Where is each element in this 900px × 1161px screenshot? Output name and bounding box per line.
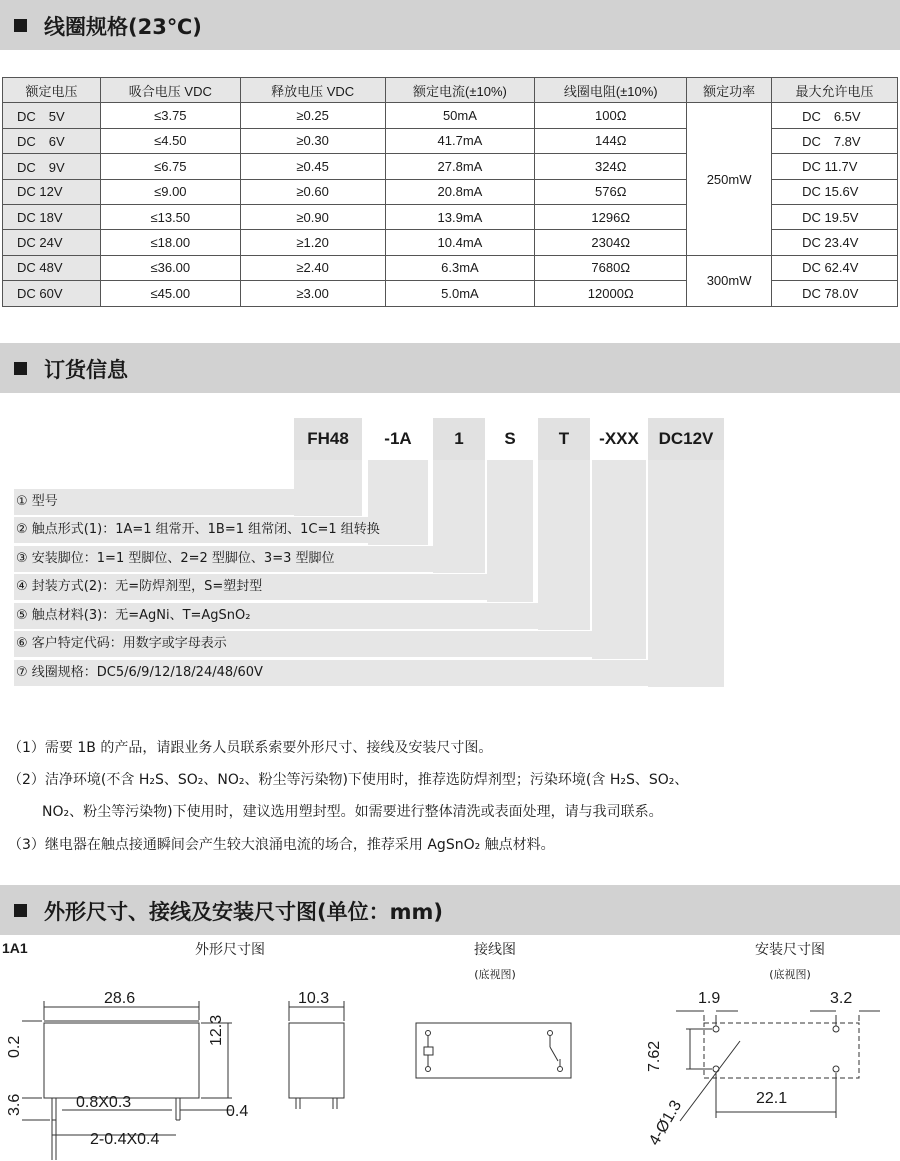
cell-current: 10.4mA (385, 230, 535, 255)
cell-release: ≥0.30 (240, 128, 385, 153)
coil-spec-title: 线圈规格(23℃) (44, 15, 202, 39)
cell-resistance: 100Ω (535, 103, 687, 128)
coil-symbol-icon (424, 1047, 433, 1055)
cell-max: DC 19.5V (772, 204, 898, 229)
cell-release: ≥0.60 (240, 179, 385, 204)
table-row (3, 103, 898, 128)
cell-pickup: ≤18.00 (100, 230, 240, 255)
order-info-title: 订货信息 (44, 358, 128, 382)
cell-release: ≥0.25 (240, 103, 385, 128)
table-row (3, 255, 898, 280)
cell-max: DC 7.8V (772, 128, 898, 153)
mount-caption: 安装尺寸图 (755, 942, 825, 958)
dimension-header (0, 885, 900, 935)
code-model: FH48 (294, 418, 362, 460)
code-contact-form: -1A (384, 429, 412, 448)
cell-current: 13.9mA (385, 204, 535, 229)
dim-pin-thickness: 0.4 (226, 1103, 249, 1120)
cell-pickup: ≤9.00 (100, 179, 240, 204)
cell-voltage: DC 60V (3, 281, 101, 306)
cell-current: 6.3mA (385, 255, 535, 280)
coil-spec-table (2, 77, 898, 307)
cell-pickup: ≤4.50 (100, 128, 240, 153)
mount-dim-2: 3.2 (830, 990, 853, 1007)
cell-pickup: ≤45.00 (100, 281, 240, 306)
contact-switch-icon (550, 1047, 558, 1061)
square-bullet-icon (14, 19, 27, 32)
header-rated-current: 额定电流(±10%) (385, 78, 535, 103)
dim-pin-spec: 2-0.4X0.4 (90, 1131, 160, 1148)
coil-spec-header (0, 0, 900, 50)
connector-7 (648, 460, 724, 687)
order-item-pin-type: ③ 安装脚位：1=1 型脚位、2=2 型脚位、3=3 型脚位 (14, 546, 485, 572)
cell-release: ≥2.40 (240, 255, 385, 280)
cell-voltage: DC 24V (3, 230, 101, 255)
table-header-row (3, 78, 898, 103)
header-release-voltage: 释放电压 VDC (240, 78, 385, 103)
order-item-coil-spec: ⑦ 线圈规格：DC5/6/9/12/18/24/48/60V (14, 660, 724, 686)
dim-length: 28.6 (104, 990, 136, 1007)
cell-voltage: DC 12V (3, 179, 101, 204)
cell-current: 27.8mA (385, 154, 535, 179)
cell-resistance: 12000Ω (535, 281, 687, 306)
mount-outline (704, 1023, 859, 1078)
cell-max: DC 62.4V (772, 255, 898, 280)
dim-height: 12.3 (208, 1014, 225, 1046)
cell-pickup: ≤3.75 (100, 103, 240, 128)
cell-current: 50mA (385, 103, 535, 128)
note-2-cont: NO₂、粉尘等污染物)下使用时，建议选用塑封型。如需要进行整体清洗或表面处理，请与我司联系。 (42, 804, 663, 820)
note-1: （1）需要 1B 的产品，请跟业务人员联系索要外形尺寸、接线及安装尺寸图。 (8, 740, 493, 756)
code-pin-type: 1 (433, 418, 485, 460)
wiring-subcaption: (底视图) (474, 968, 516, 981)
cell-voltage: DC 5V (3, 103, 101, 128)
cell-voltage: DC 48V (3, 255, 101, 280)
mount-subcaption: (底视图) (769, 968, 811, 981)
cell-current: 20.8mA (385, 179, 535, 204)
wiring-caption: 接线图 (474, 942, 516, 958)
note-3: （3）继电器在触点接通瞬间会产生较大浪涌电流的场合，推荐采用 AgSnO₂ 触点材料。 (8, 837, 555, 853)
cell-pickup: ≤36.00 (100, 255, 240, 280)
dim-top-gap: 0.2 (6, 1035, 23, 1058)
model-label: 1A1 (2, 940, 28, 956)
cell-max: DC 11.7V (772, 154, 898, 179)
cell-power-300: 300mW (687, 255, 772, 306)
order-item-customer-code: ⑥ 客户特定代码：用数字或字母表示 (14, 631, 646, 657)
cell-max: DC 23.4V (772, 230, 898, 255)
note-2: （2）洁净环境(不含 H₂S、SO₂、NO₂、粉尘等污染物)下使用时，推荐选防焊剂型；污染环境(含 H₂S、SO₂、 (8, 772, 689, 788)
cell-max: DC 6.5V (772, 103, 898, 128)
header-rated-power: 额定功率 (687, 78, 772, 103)
order-item-contact-material: ⑤ 触点材料(3)：无=AgNi、T=AgSnO₂ (14, 603, 590, 629)
dim-width: 10.3 (298, 990, 330, 1007)
order-item-model: ① 型号 (14, 489, 362, 515)
header-max-voltage: 最大允许电压 (772, 78, 898, 103)
order-item-contact-form: ② 触点形式(1)：1A=1 组常开、1B=1 组常闭、1C=1 组转换 (14, 517, 428, 543)
square-bullet-icon (14, 904, 27, 917)
cell-resistance: 576Ω (535, 179, 687, 204)
cell-current: 41.7mA (385, 128, 535, 153)
cell-voltage: DC 9V (3, 154, 101, 179)
cell-resistance: 7680Ω (535, 255, 687, 280)
cell-pickup: ≤13.50 (100, 204, 240, 229)
cell-release: ≥3.00 (240, 281, 385, 306)
header-coil-resistance: 线圈电阻(±10%) (535, 78, 687, 103)
mount-dim-1: 1.9 (698, 990, 721, 1007)
header-pickup-voltage: 吸合电压 VDC (100, 78, 240, 103)
outline-caption: 外形尺寸图 (195, 942, 265, 958)
mount-hole-spec: 4-Ø1.3 (646, 1097, 686, 1149)
relay-side-body (289, 1023, 344, 1098)
relay-front-body (44, 1023, 199, 1098)
mount-dim-4: 22.1 (756, 1090, 788, 1107)
code-contact-material: T (538, 418, 590, 460)
cell-release: ≥0.45 (240, 154, 385, 179)
square-bullet-icon (14, 362, 27, 375)
order-info-header (0, 343, 900, 393)
cell-max: DC 78.0V (772, 281, 898, 306)
cell-voltage: DC 18V (3, 204, 101, 229)
code-coil: DC12V (648, 418, 724, 460)
mount-dim-3: 7.62 (646, 1040, 663, 1072)
cell-release: ≥0.90 (240, 204, 385, 229)
code-package: S (504, 429, 516, 448)
cell-max: DC 15.6V (772, 179, 898, 204)
cell-release: ≥1.20 (240, 230, 385, 255)
cell-voltage: DC 6V (3, 128, 101, 153)
dim-pin-section: 0.8X0.3 (76, 1094, 132, 1111)
cell-pickup: ≤6.75 (100, 154, 240, 179)
dim-pin-length: 3.6 (6, 1093, 23, 1116)
cell-power-250: 250mW (687, 103, 772, 255)
cell-resistance: 144Ω (535, 128, 687, 153)
connector-6 (592, 460, 646, 659)
header-rated-voltage: 额定电压 (3, 78, 101, 103)
order-item-package: ④ 封装方式(2)：无=防焊剂型，S=塑封型 (14, 574, 533, 600)
cell-resistance: 324Ω (535, 154, 687, 179)
cell-resistance: 1296Ω (535, 204, 687, 229)
code-customer: -XXX (599, 429, 639, 448)
dimension-title: 外形尺寸、接线及安装尺寸图(单位：mm) (44, 900, 443, 924)
cell-resistance: 2304Ω (535, 230, 687, 255)
cell-current: 5.0mA (385, 281, 535, 306)
